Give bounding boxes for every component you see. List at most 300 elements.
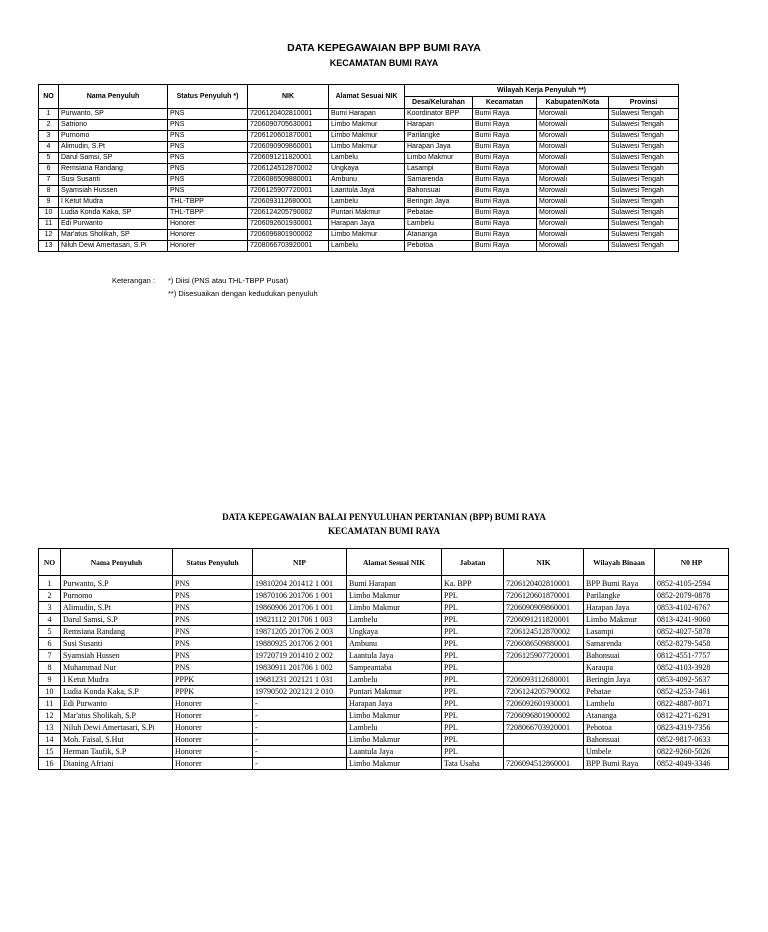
table-cell: 0812-4551-7757	[655, 650, 729, 662]
table-cell: Morowali	[537, 208, 609, 219]
table-cell: PPL	[442, 650, 504, 662]
table-row	[39, 650, 729, 662]
table-cell: Mar'atus Sholikah, SP	[59, 230, 168, 241]
table-cell: Bumi Raya	[473, 186, 537, 197]
table-cell: Ka. BPP	[442, 576, 504, 590]
table-cell: Herman Taufik, S.P	[61, 746, 173, 758]
table-cell: Puntari Makmur	[347, 686, 442, 698]
table-cell: I Ketut Mudra	[61, 674, 173, 686]
table-cell: PNS	[168, 131, 248, 142]
table-cell: Sulawesi Tengah	[609, 131, 679, 142]
table-cell: 0852-9817-0633	[655, 734, 729, 746]
table-cell: 19681231 202121 1 031	[253, 674, 347, 686]
table-row	[39, 219, 679, 230]
table-cell: 0823-4319-7356	[655, 722, 729, 734]
table-cell: Sulawesi Tengah	[609, 175, 679, 186]
table-cell: Purnomo	[59, 131, 168, 142]
table-cell: PNS	[168, 142, 248, 153]
table-row	[39, 142, 679, 153]
doc2-header-status: Status Penyuluh	[173, 549, 253, 576]
table-cell: Sulawesi Tengah	[609, 208, 679, 219]
table-cell: 7206096801900002	[504, 710, 584, 722]
table-cell: Bumi Raya	[473, 131, 537, 142]
table-cell: Ungkaya	[347, 626, 442, 638]
table-cell: PPL	[442, 698, 504, 710]
table-cell: 7208066703920001	[248, 241, 329, 252]
table-cell: Atananga	[405, 230, 473, 241]
table-cell: 7206094512860001	[504, 758, 584, 770]
doc1-header-provinsi: Provinsi	[609, 97, 679, 109]
table-cell: Lambelu	[347, 674, 442, 686]
table-cell: Honorer	[173, 734, 253, 746]
table-cell: 7206125907720001	[504, 650, 584, 662]
table-cell: -	[253, 746, 347, 758]
table-cell: Bumi Raya	[473, 219, 537, 230]
table-cell: PPL	[442, 734, 504, 746]
table-cell: Ambunu	[329, 175, 405, 186]
table-row	[39, 602, 729, 614]
table-cell: Sulawesi Tengah	[609, 197, 679, 208]
table-cell: 13	[39, 241, 59, 252]
table-cell: 10	[39, 686, 61, 698]
table-cell: Karaupa	[584, 662, 655, 674]
table-cell: 7206092601930001	[504, 698, 584, 710]
table-cell: Limbo Makmur	[347, 758, 442, 770]
table-cell: 2	[39, 590, 61, 602]
table-cell: 8	[39, 662, 61, 674]
table-cell: Parilangke	[405, 131, 473, 142]
table-cell: 19871205 201706 2 003	[253, 626, 347, 638]
table-cell: 7206091211820001	[248, 153, 329, 164]
doc1-header-status: Status Penyuluh *)	[168, 85, 248, 109]
table-cell: 16	[39, 758, 61, 770]
table-row	[39, 722, 729, 734]
table-cell: Bumi Raya	[473, 109, 537, 120]
table-cell: Morowali	[537, 142, 609, 153]
doc1-header-no: NO	[39, 85, 59, 109]
table-cell: Limbo Makmur	[584, 614, 655, 626]
table-cell: Purnomo	[61, 590, 173, 602]
table-cell: -	[253, 698, 347, 710]
table-cell: Honorer	[168, 241, 248, 252]
table-cell: 7206120601870001	[248, 131, 329, 142]
table-cell: Laantula Jaya	[329, 186, 405, 197]
table-cell: 7206120601870001	[504, 590, 584, 602]
table-row	[39, 698, 729, 710]
table-row	[39, 153, 679, 164]
doc1-table-body	[39, 109, 679, 252]
doc2-header-nik: NIK	[504, 549, 584, 576]
table-cell: 7206125907720001	[248, 186, 329, 197]
table-cell: Susi Susanti	[59, 175, 168, 186]
table-cell: Honorer	[173, 710, 253, 722]
table-cell: Sulawesi Tengah	[609, 142, 679, 153]
table-cell: 19821112 201706 1 003	[253, 614, 347, 626]
table-cell: 4	[39, 142, 59, 153]
table-cell: 0853-4092-5637	[655, 674, 729, 686]
table-cell: 0822-4887-8071	[655, 698, 729, 710]
doc1-header-desa: Desa/Kelurahan	[405, 97, 473, 109]
table-cell: Lambelu	[329, 153, 405, 164]
table-cell: 13	[39, 722, 61, 734]
table-row	[39, 758, 729, 770]
table-cell: Morowali	[537, 197, 609, 208]
table-cell: Bumi Raya	[473, 197, 537, 208]
table-cell: 7	[39, 175, 59, 186]
table-cell: 7206090705630001	[248, 120, 329, 131]
table-cell: PPPK	[173, 674, 253, 686]
table-cell: 0852-4027-5878	[655, 626, 729, 638]
table-cell: PPL	[442, 590, 504, 602]
table-cell: Limbo Makmur	[329, 230, 405, 241]
table-cell: Ungkaya	[329, 164, 405, 175]
table-cell: Lambelu	[584, 698, 655, 710]
doc2-table-body	[39, 576, 729, 770]
table-cell: PPPK	[173, 686, 253, 698]
table-cell: PPL	[442, 686, 504, 698]
table-cell: 12	[39, 710, 61, 722]
table-cell: Honorer	[168, 219, 248, 230]
table-cell: 7206086509880001	[504, 638, 584, 650]
doc1-header-wilayah: Wilayah Kerja Penyuluh **)	[405, 85, 679, 97]
table-cell: PPL	[442, 602, 504, 614]
table-cell: Parilangke	[584, 590, 655, 602]
note-2: **) Disesuaikan dengan kedudukan penyuluh	[168, 289, 318, 298]
table-cell: PNS	[168, 120, 248, 131]
table-cell: Alimudin, S.Pt	[61, 602, 173, 614]
table-cell: Pebotoa	[405, 241, 473, 252]
table-row	[39, 614, 729, 626]
table-row	[39, 197, 679, 208]
doc1-title: DATA KEPEGAWAIAN BPP BUMI RAYA	[287, 42, 481, 54]
table-cell: Ludia Konda Kaka, S.P	[61, 686, 173, 698]
table-cell: PNS	[173, 626, 253, 638]
table-cell: Morowali	[537, 219, 609, 230]
table-row	[39, 164, 679, 175]
table-cell: 7206124512870002	[248, 164, 329, 175]
table-cell: 19880925 201706 2 001	[253, 638, 347, 650]
table-cell: Sulawesi Tengah	[609, 241, 679, 252]
table-cell: Limbo Makmur	[347, 734, 442, 746]
table-cell: 14	[39, 734, 61, 746]
table-cell: 6	[39, 164, 59, 175]
table-cell: Darul Samsi, SP	[59, 153, 168, 164]
table-cell: Niluh Dewi Amertasari, S.Pi	[61, 722, 173, 734]
table-cell: Morowali	[537, 186, 609, 197]
table-cell: Pebatae	[584, 686, 655, 698]
table-cell: Koordinator BPP	[405, 109, 473, 120]
table-cell: Limbo Makmur	[329, 131, 405, 142]
table-cell: Moh. Faisal, S.Hut	[61, 734, 173, 746]
table-cell: 0852-4103-3928	[655, 662, 729, 674]
doc1-header-alamat: Alamat Sesuai NIK	[329, 85, 405, 109]
table-cell: 6	[39, 638, 61, 650]
table-cell: Laantula Jaya	[347, 650, 442, 662]
table-cell: Honorer	[173, 746, 253, 758]
table-row	[39, 746, 729, 758]
table-cell: Tata Usaha	[442, 758, 504, 770]
doc2-subtitle: KECAMATAN BUMI RAYA	[327, 526, 440, 536]
table-cell: 19830911 201706 1 002	[253, 662, 347, 674]
table-cell: 0812-4271-6291	[655, 710, 729, 722]
table-cell: Morowali	[537, 241, 609, 252]
table-cell: Limbo Makmur	[329, 142, 405, 153]
doc2-header-alamat: Alamat Sesuai NIK	[347, 549, 442, 576]
table-cell: Puntari Makmur	[329, 208, 405, 219]
table-cell: 7206090909860001	[504, 602, 584, 614]
table-cell: 7208066703920001	[504, 722, 584, 734]
table-cell: 7206092601930001	[248, 219, 329, 230]
table-row	[39, 674, 729, 686]
table-cell: Atananga	[584, 710, 655, 722]
table-cell: Lasampi	[584, 626, 655, 638]
table-cell: Lambelu	[347, 614, 442, 626]
table-cell: 9	[39, 197, 59, 208]
table-cell: -	[253, 722, 347, 734]
table-cell: Harapan Jaya	[405, 142, 473, 153]
doc2-header-nip: NIP	[253, 549, 347, 576]
table-cell: 7206124205790002	[504, 686, 584, 698]
table-cell: Edi Purwanto	[61, 698, 173, 710]
table-cell: THL-TBPP	[168, 208, 248, 219]
table-cell: 3	[39, 131, 59, 142]
table-cell: Lasampi	[405, 164, 473, 175]
table-cell: 0852-8279-5458	[655, 638, 729, 650]
table-cell: I Ketut Mudra	[59, 197, 168, 208]
table-row	[39, 626, 729, 638]
table-row	[39, 109, 679, 120]
table-cell: Honorer	[173, 698, 253, 710]
table-cell: 9	[39, 674, 61, 686]
table-cell: Purwanto, S.P	[61, 576, 173, 590]
table-cell: Lambelu	[329, 197, 405, 208]
table-cell: Sulawesi Tengah	[609, 219, 679, 230]
table-cell: 3	[39, 602, 61, 614]
table-cell: BPP Bumi Raya	[584, 576, 655, 590]
doc2-header-nama: Nama Penyuluh	[61, 549, 173, 576]
table-cell: Morowali	[537, 120, 609, 131]
table-cell: Morowali	[537, 164, 609, 175]
table-row	[39, 131, 679, 142]
table-cell: Bumi Harapan	[347, 576, 442, 590]
table-row	[39, 638, 729, 650]
table-cell: 8	[39, 186, 59, 197]
table-cell: 7206120402810001	[504, 576, 584, 590]
table-row	[39, 734, 729, 746]
table-cell: Morowali	[537, 131, 609, 142]
doc1-header-kabupaten: Kabupaten/Kota	[537, 97, 609, 109]
table-cell: Sulawesi Tengah	[609, 230, 679, 241]
table-cell: PNS	[173, 590, 253, 602]
table-cell: 15	[39, 746, 61, 758]
table-cell: 10	[39, 208, 59, 219]
doc2-header-wilayah: Wilayah Binaan	[584, 549, 655, 576]
table-cell: 7206120402810001	[248, 109, 329, 120]
table-cell: 7206093112680001	[248, 197, 329, 208]
table-cell	[504, 662, 584, 674]
table-cell: PPL	[442, 746, 504, 758]
table-cell: Samarenda	[405, 175, 473, 186]
table-cell: 0852-4049-3346	[655, 758, 729, 770]
table-cell: Syamsiah Hussen	[59, 186, 168, 197]
table-cell: Lambelu	[329, 241, 405, 252]
doc1-header-nama: Nama Penyuluh	[59, 85, 168, 109]
table-cell: PPL	[442, 674, 504, 686]
table-row	[39, 710, 729, 722]
doc1-header-nik: NIK	[248, 85, 329, 109]
table-cell: Harapan Jaya	[329, 219, 405, 230]
table-cell: Bumi Raya	[473, 164, 537, 175]
table-cell	[504, 734, 584, 746]
doc2-title: DATA KEPEGAWAIAN BALAI PENYULUHAN PERTANIAN (BPP) BUMI RAYA	[222, 512, 546, 522]
table-cell: Morowali	[537, 109, 609, 120]
table-cell: PNS	[168, 164, 248, 175]
doc1-header-kecamatan: Kecamatan	[473, 97, 537, 109]
table-cell: 0822-9260-5026	[655, 746, 729, 758]
table-cell: PNS	[173, 662, 253, 674]
table-cell: Syamsiah Hussen	[61, 650, 173, 662]
table-cell: -	[253, 710, 347, 722]
table-cell: Limbo Makmur	[405, 153, 473, 164]
table-cell: Bumi Raya	[473, 241, 537, 252]
table-cell: Pebotoa	[584, 722, 655, 734]
table-cell: THL-TBPP	[168, 197, 248, 208]
table-cell: PPL	[442, 626, 504, 638]
table-cell: PNS	[173, 650, 253, 662]
table-cell: Limbo Makmur	[347, 602, 442, 614]
table-cell: PNS	[173, 576, 253, 590]
table-cell: 19860906 201706 1 001	[253, 602, 347, 614]
table-cell: PNS	[173, 638, 253, 650]
table-cell: Ambunu	[347, 638, 442, 650]
table-cell: 7206086509880001	[248, 175, 329, 186]
table-cell: PNS	[168, 175, 248, 186]
table-cell: 2	[39, 120, 59, 131]
table-cell: PPL	[442, 722, 504, 734]
table-cell: PNS	[173, 602, 253, 614]
table-cell: 0852-4253-7461	[655, 686, 729, 698]
table-cell: Bumi Harapan	[329, 109, 405, 120]
table-cell: 12	[39, 230, 59, 241]
table-row	[39, 241, 679, 252]
table-cell: 11	[39, 219, 59, 230]
table-cell: Sulawesi Tengah	[609, 186, 679, 197]
table-cell: 11	[39, 698, 61, 710]
table-cell: PNS	[168, 186, 248, 197]
table-cell: Bahonsuai	[584, 734, 655, 746]
table-cell: Morowali	[537, 175, 609, 186]
table-row	[39, 576, 729, 590]
table-cell: Sulawesi Tengah	[609, 153, 679, 164]
table-cell: PNS	[168, 153, 248, 164]
table-cell: Beringin Jaya	[405, 197, 473, 208]
table-cell: 19870106 201706 1 001	[253, 590, 347, 602]
table-cell: 0853-4102-6767	[655, 602, 729, 614]
doc2-table	[38, 548, 729, 770]
table-cell: 0852-4105-2594	[655, 576, 729, 590]
table-cell: Ludia Konda Kaka, SP	[59, 208, 168, 219]
table-cell: Honorer	[168, 230, 248, 241]
note-label: Keterangan :	[112, 276, 155, 285]
table-row	[39, 208, 679, 219]
table-cell: PPL	[442, 662, 504, 674]
table-cell: 7	[39, 650, 61, 662]
table-cell: PPL	[442, 710, 504, 722]
table-cell: -	[253, 758, 347, 770]
table-cell: 0852-2079-0878	[655, 590, 729, 602]
table-cell: 5	[39, 153, 59, 164]
table-cell: Umbele	[584, 746, 655, 758]
table-row	[39, 590, 729, 602]
table-row	[39, 662, 729, 674]
doc2-header-jabatan: Jabatan	[442, 549, 504, 576]
table-cell: 0813-4241-9060	[655, 614, 729, 626]
table-cell: Sulawesi Tengah	[609, 164, 679, 175]
table-cell: Dianing Afriani	[61, 758, 173, 770]
table-cell: Bumi Raya	[473, 230, 537, 241]
table-cell: Laantula Jaya	[347, 746, 442, 758]
note-1: *) Diisi (PNS atau THL-TBPP Pusat)	[168, 276, 289, 285]
table-cell: 19810204 201412 1 001	[253, 576, 347, 590]
table-cell: Niluh Dewi Amertasari, S.Pi	[59, 241, 168, 252]
table-cell: Sampeantaba	[347, 662, 442, 674]
table-cell: 5	[39, 626, 61, 638]
table-row	[39, 186, 679, 197]
table-cell: Limbo Makmur	[347, 710, 442, 722]
table-cell: 1	[39, 109, 59, 120]
table-cell: Lambelu	[405, 219, 473, 230]
table-cell: Harapan	[405, 120, 473, 131]
table-cell: 4	[39, 614, 61, 626]
doc1-table	[38, 84, 679, 252]
table-cell: Morowali	[537, 230, 609, 241]
table-row	[39, 120, 679, 131]
table-row	[39, 686, 729, 698]
table-cell: Bumi Raya	[473, 120, 537, 131]
table-cell: Sulawesi Tengah	[609, 120, 679, 131]
table-cell: Bumi Raya	[473, 153, 537, 164]
table-cell: Morowali	[537, 153, 609, 164]
table-cell: Remsiana Randang	[59, 164, 168, 175]
table-cell: Lambelu	[347, 722, 442, 734]
doc2-header-no: NO	[39, 549, 61, 576]
table-cell: Honorer	[173, 758, 253, 770]
table-cell: Bumi Raya	[473, 175, 537, 186]
table-cell: Susi Susanti	[61, 638, 173, 650]
table-cell: 1	[39, 576, 61, 590]
table-row	[39, 175, 679, 186]
table-cell: Remsiana Randang	[61, 626, 173, 638]
table-cell: Limbo Makmur	[329, 120, 405, 131]
table-cell: Honorer	[173, 722, 253, 734]
table-cell: 7206090909860001	[248, 142, 329, 153]
table-cell: PPL	[442, 614, 504, 626]
table-cell: 7206093112680001	[504, 674, 584, 686]
table-cell	[504, 746, 584, 758]
table-cell: 7206096801900002	[248, 230, 329, 241]
table-cell: Limbo Makmur	[347, 590, 442, 602]
doc2-header-hp: N0 HP	[655, 549, 729, 576]
table-cell: PNS	[168, 109, 248, 120]
table-cell: Mar'atus Sholikah, S.P	[61, 710, 173, 722]
table-cell: 7206124512870002	[504, 626, 584, 638]
table-cell: Sulawesi Tengah	[609, 109, 679, 120]
table-cell: PNS	[173, 614, 253, 626]
table-cell: Purwanto, SP	[59, 109, 168, 120]
table-cell: Beringin Jaya	[584, 674, 655, 686]
table-cell: 7206124205790002	[248, 208, 329, 219]
table-cell: Bahonsuai	[584, 650, 655, 662]
